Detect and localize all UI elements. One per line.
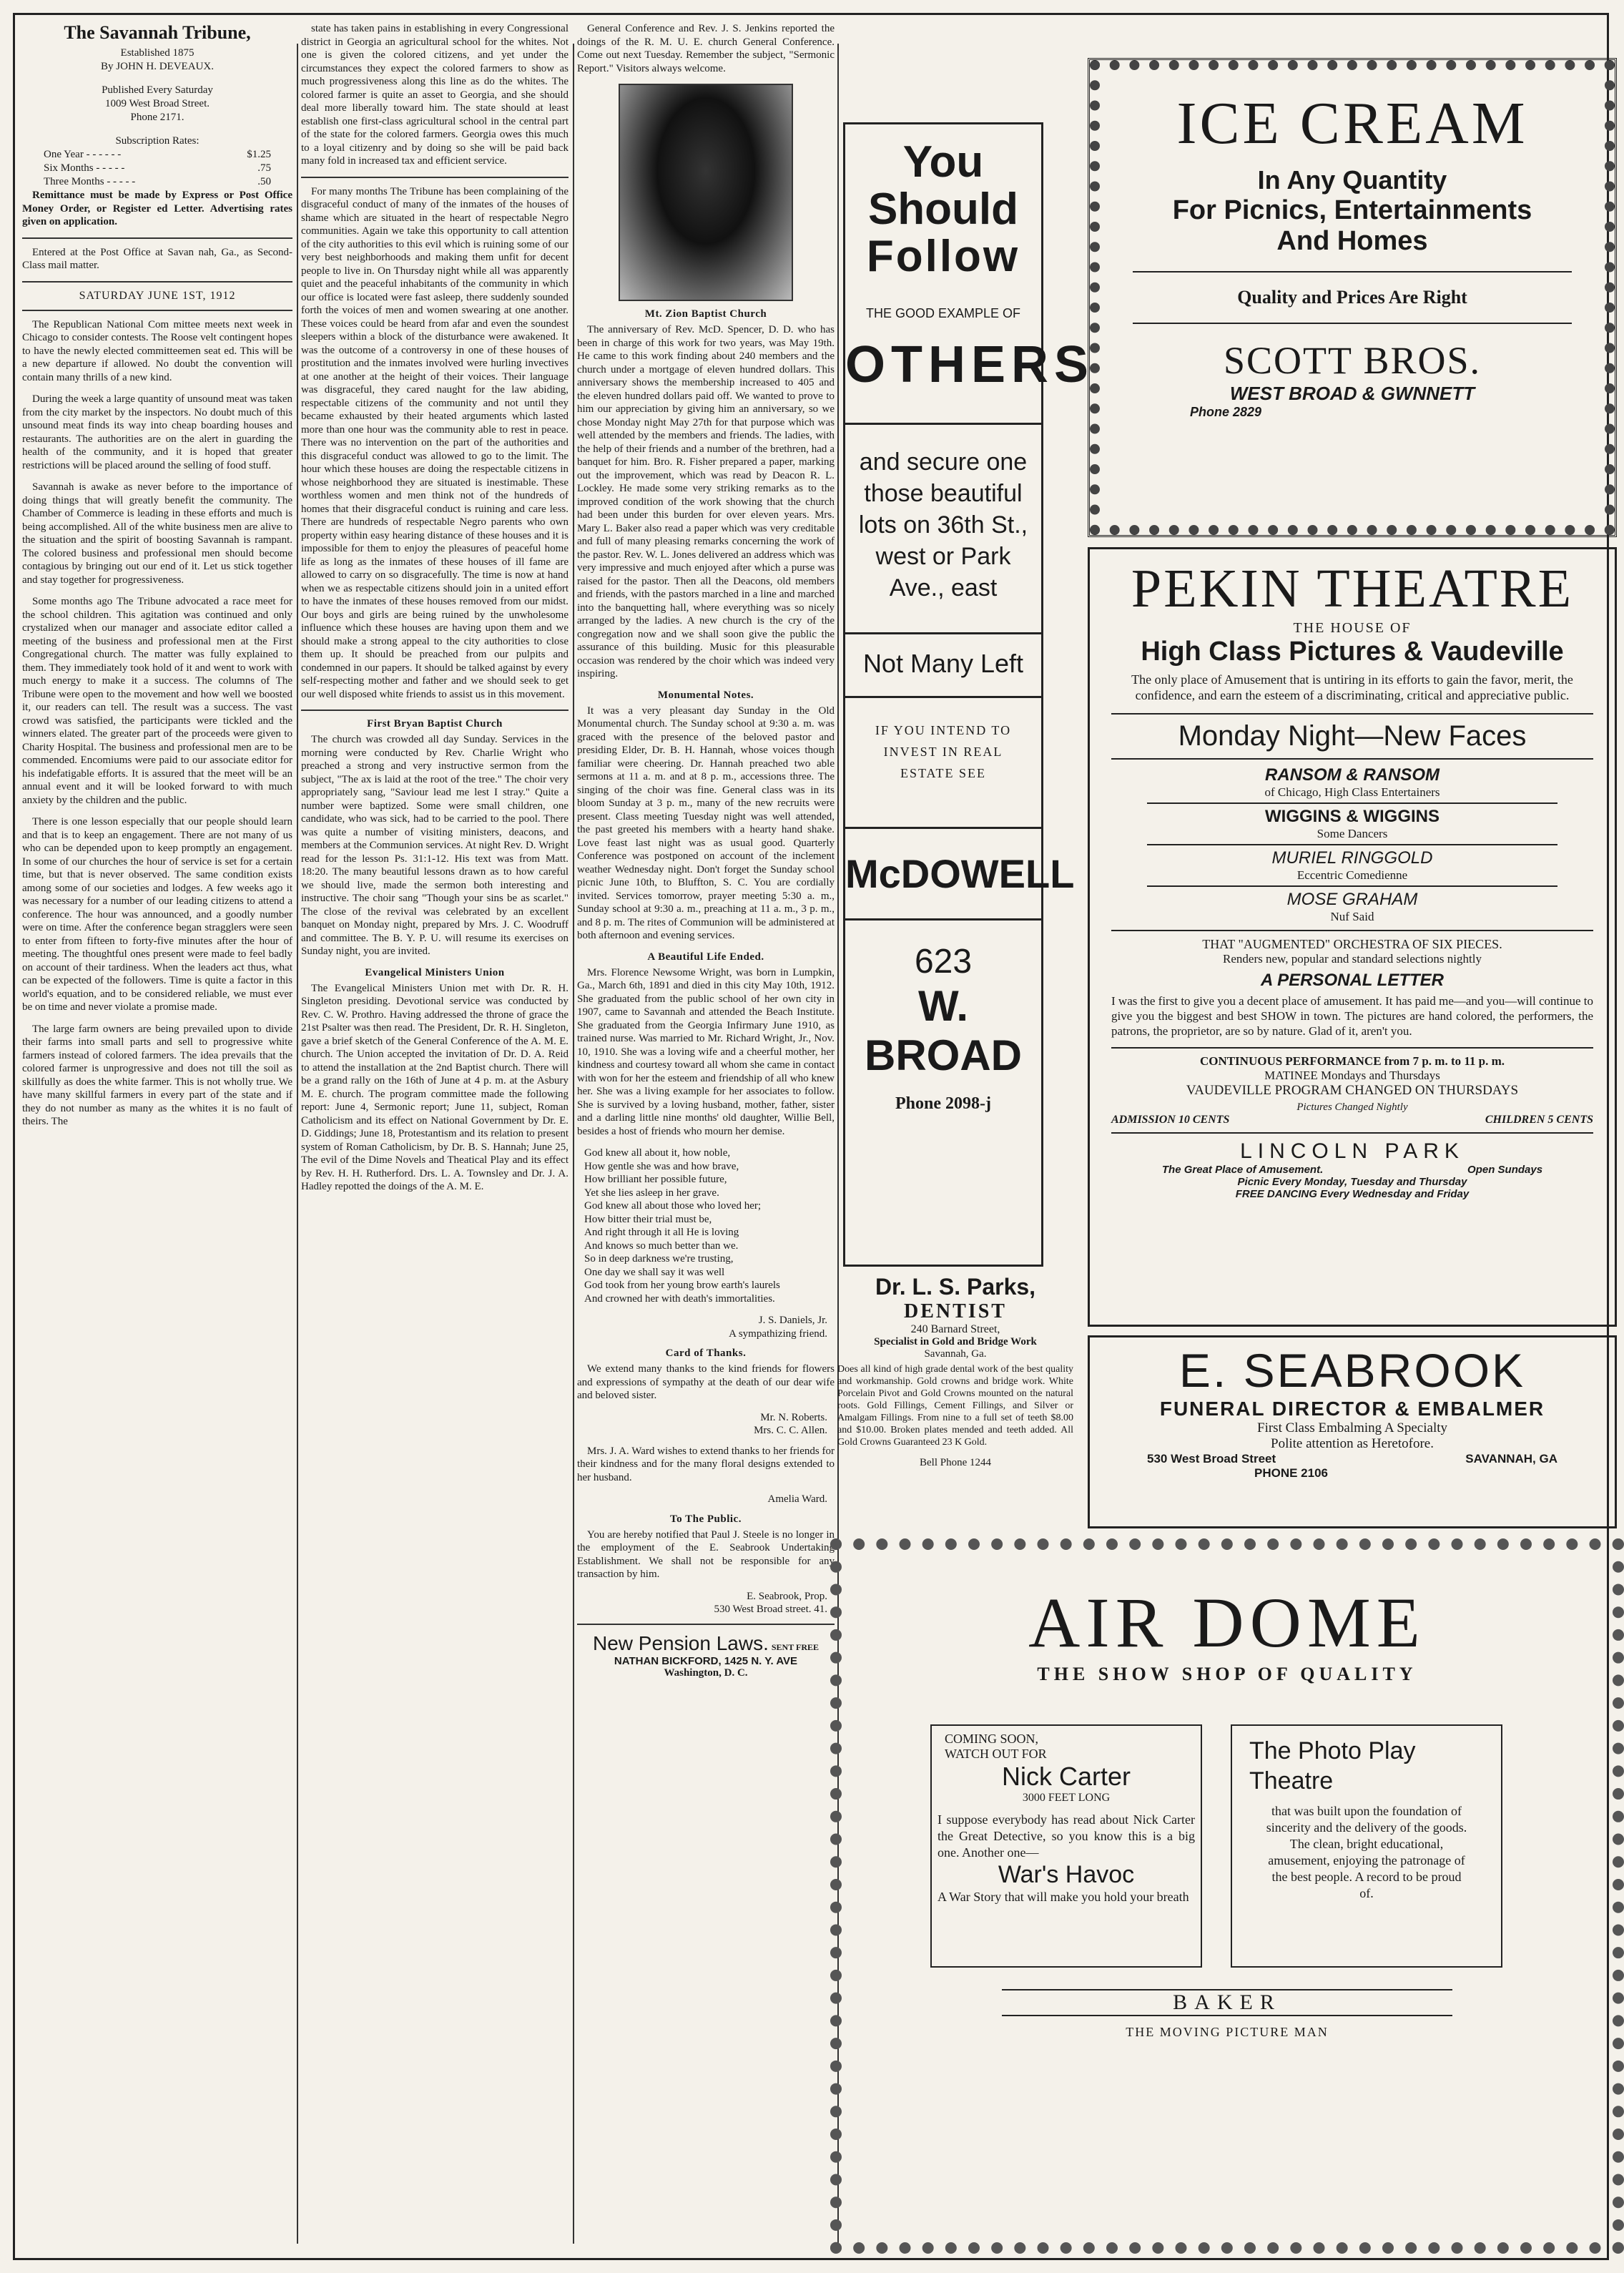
divider xyxy=(301,710,569,711)
article-heading: A Beautiful Life Ended. xyxy=(647,951,764,963)
nick-desc: I suppose everybody has read about Nick Carter the Great Detective, so you know this is a big one. Another one— xyxy=(938,1812,1195,1860)
vaudeville: VAUDEVILLE PROGRAM CHANGED ON THURSDAYS xyxy=(1186,1083,1519,1098)
act-name: MOSE GRAHAM xyxy=(1286,890,1418,909)
ad-headline: OTHERS xyxy=(845,336,1095,393)
pension-city: Washington, D. C. xyxy=(664,1666,748,1679)
seabrook-city: SAVANNAH, GA xyxy=(1465,1452,1557,1466)
orchestra: THAT "AUGMENTED" ORCHESTRA OF SIX PIECES. xyxy=(1202,937,1502,951)
real-estate-ad xyxy=(843,122,1095,1267)
theatre-title: PEKIN THEATRE xyxy=(1131,559,1574,619)
air-dome-ad xyxy=(830,1538,1624,2254)
air-sub: THE SHOW SHOP OF QUALITY xyxy=(1037,1664,1417,1684)
act-desc: Eccentric Comedienne xyxy=(1296,868,1408,882)
signature: Mr. N. Roberts. Mrs. C. C. Allen. xyxy=(754,1411,827,1436)
act-desc: Nuf Said xyxy=(1330,910,1374,923)
photo-desc: that was built upon the foundation of sincerity and the delivery of the goods. The clean, bright educational, amusement, enjoying the patronage of the best people. A record to be proud of. xyxy=(1266,1804,1467,1900)
pictures-changed: Pictures Changed Nightly xyxy=(1296,1101,1408,1113)
ice-line: Quality and Prices Are Right xyxy=(1237,287,1467,308)
dentist-address: 240 Barnard Street, xyxy=(910,1323,1000,1335)
article-body: General Conference and Rev. J. S. Jenkins reported the doings of the R. M. U. E. church General Conference. Come out next Tuesday. Remember the subject, "Sermonic Report." Visitors always welcome. xyxy=(577,23,835,74)
editorial-paragraph: state has taken pains in establishing in every Congressional district in Georgia an agricultural school for the whites. Not one is given the colored citizens, and yet under the circumstances they expect the colored farmers to show as much progressiveness along this line as do the whites. The colored farmer is quite an asset to Georgia, and she should deal more liberally toward him. The state should at least establish one first-class agricultural school in the central part of the state for the colored farmers. Georgia owes this much to a loyal citizenry and by doing so she will be paid back many fold in increased tax and efficient service. xyxy=(301,23,569,167)
photo-play-box xyxy=(1231,1724,1502,1968)
ad-headline: You xyxy=(902,137,984,187)
address: 1009 West Broad Street. xyxy=(105,98,210,109)
ice-line: In Any Quantity xyxy=(1257,165,1447,195)
issue-date: SATURDAY JUNE 1ST, 1912 xyxy=(79,289,236,302)
editorial-paragraph: The Republican National Com mittee meets next week in Chicago to consider contests. The Roose velt contingent hopes to have the newly elected committeemen seat ed. This will be a new departure if allowed. No doubt the convention will contain many thrills of a new kind. xyxy=(22,318,292,383)
ad-headline: Follow xyxy=(866,232,1020,281)
matinee: MATINEE Mondays and Thursdays xyxy=(1264,1069,1440,1082)
orchestra-sub: Renders new, popular and standard selections nightly xyxy=(1223,952,1482,966)
letter-body: I was the first to give you a decent place of amusement. It has paid me—and you—will continue to give you the biggest and best SHOW in town. The pictures are hand colored, the performers, the patrons, the proprietor, are so by nature. Glad of it, aren't you. xyxy=(1111,994,1593,1038)
ad-headline: 623 xyxy=(914,943,973,981)
act-name: MURIEL RINGGOLD xyxy=(1271,848,1433,868)
article-heading: Mt. Zion Baptist Church xyxy=(644,308,767,320)
ice-phone: Phone 2829 xyxy=(1190,405,1262,419)
column-rule xyxy=(573,44,574,2244)
wars-havoc: War's Havoc xyxy=(998,1861,1135,1888)
act-name: RANSOM & RANSOM xyxy=(1265,765,1440,785)
feet-long: 3000 FEET LONG xyxy=(1022,1792,1111,1804)
article-body: The Evangelical Ministers Union met with Dr. R. H. Singleton presiding. Devotional service was conducted by Rev. C. W. Prothro. Having addressed the throne of grace the 21st Psalter was then read. The President, Dr. R. H. Singleton, gave a brief sketch of the General Conference of the A. M. E. church. The Union accepted the invitation of Dr. D. A. Reid to attend the installation at the 2nd Baptist church. There will be a grand rally on the 16th of June at 4 p. m. at the Asbury M. E. church. The program committee made the following report: June 4, Sermonic report; June 11, subject, Roman Catholicism and its effect on National Government by Dr. E. D. Giddings; June 18, Protestantism and its relation to present system of Roman Catholicism, by Dr. B. S. Hannah; June 25, The evil of the Dime Novels and Theatical Play and its effect by Rev. H. H. Rutherford. Drs. L. A. Townsley and Dr. J. A. Hadley repotted the doings of the A. M. E. xyxy=(301,982,569,1192)
poem: God knew all about it, how noble, How gentle she was and how brave, How brilliant her possible future, Yet she lies asleep in her grave. God knew all about those who loved her; How bitter their trial must be, And right through it all He is loving And knows so much better than we. So in deep darkness we're trusting, One day we shall say it was well God took from her young brow earth's laurels And crowned her with death's immortalities. xyxy=(584,1147,780,1305)
ad-text: THE GOOD EXAMPLE OF xyxy=(865,306,1021,320)
baker-sub: THE MOVING PICTURE MAN xyxy=(1126,2025,1329,2039)
rate-label: One Year - - - - - - xyxy=(44,149,122,160)
divider xyxy=(577,1624,835,1625)
photo-title: The Photo Play Theatre xyxy=(1249,1737,1416,1795)
article-body: We extend many thanks to the kind friends for flowers and expressions of sympathy at the death of our dear wife and beloved sister. xyxy=(577,1363,835,1401)
editorial-paragraph: Savannah is awake as never before to the importance of doing things that will greatly benefit the community. The Chamber of Commerce is leading in these efforts and much is being accomplished. All of the white business men are alive to the situation and the spirit of boosting Savannah is rampant. The colored business and professional men should become contagious by bringing out our end of it. Let us stick together and stay together for progressiveness. xyxy=(22,481,292,586)
divider xyxy=(22,310,292,311)
signature: J. S. Daniels, Jr. A sympathizing friend. xyxy=(729,1315,827,1340)
published: Published Every Saturday xyxy=(102,84,213,96)
article-body: It was a very pleasant day Sunday in the Old Monumental church. The Sunday school at 9:30 a. m. was graced with the presence of the beloved pastor and presiding Elder, Dr. B. H. Hannah, whose voices though familiar were cheering. Dr. Hannah preached two able sermons at 11 a. m. and at 8 p. m., accessions three. The singing of the choir was fine. General class was in its bloom Sunday at 3 p. m., many of the new recruits were present. Class meeting Tuesday night was well attended, the past greeted his members with a hearty hand shake. Love feast last night was as usual good. Quarterly Conference was postponed on account of the inclement weather Wednesday night. Don't forget the Sunday school picnic June 10th, to Bluffton, S. C. You are cordially invited. Services tomorrow, prayer meeting 5:30 a. m., Sunday school at 9:30 a. m., preaching at 11 a. m., 3 p. m., and 8 p. m. The rites of Communion will be administered at both afternoon and evening services. xyxy=(577,705,835,941)
rate-label: Three Months - - - - - xyxy=(44,176,136,187)
dentist-phone: Bell Phone 1244 xyxy=(920,1457,991,1468)
article-body: The church was crowded all day Sunday. Services in the morning were conducted by Rev. Charlie Wright who preached a strong and very instructive sermon from the subject, "The ax is laid at the root of the tree." The choir very appropriately sang, "Saviour lead me lest I stray." Quite a number were baptized. Some were small children, one candidate, who was sick, had to be carried to the pool. There was quite a number of visiting ministers, deacons, and members at the Communion services. At night Rev. D. Wright read for the lesson Ps. 31:1-12. His text was from Matt. 18:20. The many beautiful lessons drawn as to how careful we should live, made the sermon both interesting and instructive. The choir sang "Though your sins be as scarlet." The close of the revival was celebrated by an excellent banquet on Monday night, prepared by Mrs. J. C. Woodruff and committee. The B. Y. P. U. will resume its exercises on Sunday night, you are invited. xyxy=(301,734,569,957)
lincoln-row xyxy=(1090,1164,1615,1176)
article-heading: Evangelical Ministers Union xyxy=(365,966,505,978)
seabrook-address: 530 West Broad Street xyxy=(1147,1452,1276,1466)
ice-company: SCOTT BROS. xyxy=(1223,339,1482,382)
pension-title: New Pension Laws. xyxy=(592,1631,769,1654)
baker-title: BAKER xyxy=(1002,1989,1452,2016)
letter-title: A PERSONAL LETTER xyxy=(1260,971,1445,990)
rate-price: .75 xyxy=(257,162,271,174)
masthead-title: The Savannah Tribune, xyxy=(64,22,251,43)
dentist-city: Savannah, Ga. xyxy=(924,1348,987,1360)
article-body: The anniversary of Rev. McD. Spencer, D. D. who has been in charge of this work for two years, was May 19th. He came to this work finding about 240 members and the church under a mortgage of eleven hundred dollars. This anniversary shows the membership increased to 405 and the eleven hundred dollars paid off. We wanted to prove to him our appreciation by giving him an anniversary, so we chose Monday night May 27th for that purpose which was well attended by the members and friends. The ladies, with the help of their friends and a number of the brethren, had a banquet for him. Bro. R. Fisher prepared a paper, marking out the improvement, which was read by Deacon R. L. Lockley. He made some very striking remarks as to the improved condition of the work showing that the church had been under this burden for over eleven years. Mrs. Mary L. Baker also read a paper which was very creditable and full of many pleasing remarks concerning the work of the pastor. Rev. W. L. Jones delivered an address which was very impressive and much enjoyed after which a purse was raised for the pastor. Then all the Deacons, old members and friends, with the pastors marched in a line and marched into the banquetting hall, where everything was so nicely arranged by the ladies. A new church is the cry of the congregation now and we shall soon give the public the assurance of this building. Music for this pleasurable occasion was rendered by the choir which was indeed very inspiring. xyxy=(577,324,835,679)
entered-notice: Entered at the Post Office at Savan nah, Ga., as Second-Class mail matter. xyxy=(22,246,292,271)
article-body: You are hereby notified that Paul J. Steele is no longer in the employment of the E. Seabrook Undertaking Establishment. We shall not be responsible for any transaction by him. xyxy=(577,1528,835,1580)
coming-soon: COMING SOON, xyxy=(945,1732,1039,1746)
column-2 xyxy=(301,22,569,2244)
portrait-photo xyxy=(619,84,793,301)
lincoln-text: The Great Place of Amusement. xyxy=(1161,1164,1324,1176)
editorial-paragraph: The large farm owners are being prevailed upon to divide their farms into small parts and sell to progressive white farmers instead of colored farmers. The idea prevails that the colored farmer is unprogressive and does not till the soil as skillfully as does the white farmer. This is not wholly true. We have many skillful farmers in every part of the state and if they do not number as many as the whites it is no fault of theirs. The xyxy=(22,1023,292,1127)
ad-headline: Not Many Left xyxy=(862,649,1024,678)
divider xyxy=(301,177,569,178)
admission-children: CHILDREN 5 CENTS xyxy=(1485,1114,1593,1126)
signature: Amelia Ward. xyxy=(767,1493,827,1505)
remittance: Remittance must be made by Express or Post Office Money Order, or Register ed Letter. Advertising rates given on application. xyxy=(22,190,292,227)
ad-text: IF YOU INTEND TO INVEST IN REAL ESTATE SEE xyxy=(875,723,1012,780)
newspaper-page xyxy=(13,13,1609,2260)
rate-price: $1.25 xyxy=(247,149,271,160)
column-rule xyxy=(297,44,298,2244)
rates-title: Subscription Rates: xyxy=(115,135,200,147)
divider xyxy=(22,237,292,239)
seabrook-name: E. SEABROOK xyxy=(1178,1344,1526,1397)
rate-price: .50 xyxy=(257,176,271,187)
ad-text: and secure one those beautiful lots on 36th St., west or Park Ave., east xyxy=(858,448,1028,602)
pekin-theatre-ad xyxy=(1088,547,1617,1327)
ice-address: WEST BROAD & GWNNETT xyxy=(1229,383,1475,404)
ad-headline: McDOWELL xyxy=(845,851,1075,896)
established: Established 1875 xyxy=(120,47,195,59)
signature: E. Seabrook, Prop. 530 West Broad street. 41. xyxy=(714,1590,827,1615)
seabrook-phone: PHONE 2106 xyxy=(1254,1466,1328,1480)
ad-text: Phone 2098-j xyxy=(895,1094,991,1113)
nick-carter-box xyxy=(930,1724,1202,1968)
pension-sent: SENT FREE xyxy=(771,1641,820,1652)
act-name: WIGGINS & WIGGINS xyxy=(1265,807,1440,826)
air-title: AIR DOME xyxy=(1028,1583,1426,1662)
act-desc: Some Dancers xyxy=(1317,827,1388,840)
theatre-sub: THE HOUSE OF xyxy=(1293,620,1412,636)
dentist-body: Does all kind of high grade dental work of the best quality and workmanship. Gold crowns and bridge work. White Porcelain Pivot and Gold Crowns mounted on the natural roots. Gold Fillings, Cement Fillings, and Silver or Amalgam Fillings. From nine to a full set of teeth $8.00 and $10.00. Broken plates mended and teeth added. All Gold Crowns Guaranteed 23 K Gold. xyxy=(837,1364,1073,1448)
rate-row xyxy=(22,162,292,175)
editorial-paragraph: Some months ago The Tribune advocated a race meet for the school children. This agitation was continued and only crystalized when our manager and associate editor called a meeting of the business and professional men at the First Congregational church. The matter was fully explained to them. They immediately took hold of it and went to work with much energy to make it a success. The columns of The Tribune were open to the movement and how well we boosted it, our readers can tell. The result was a success. The vast crowd was satisfied, the participants were tickled and the winners elated. The greater part of the proceeds were given to Charity Hospital. The business and professional men are to be commended. Encomiums were paid to our associate editor for his indefatigable efforts. It is assured that the meet will be an annual event and it will be looked forward to with much anxiety by the children and the public. xyxy=(22,596,292,806)
theatre-desc: The only place of Amusement that is untiring in its efforts to gain the favor, merit, the confidence, and earn the esteem of a discriminating, critical and appreciative public. xyxy=(1131,672,1573,702)
article-body: Mrs. J. A. Ward wishes to extend thanks to her friends for their kindness and for the many floral designs extended to her husband. xyxy=(577,1445,835,1483)
ad-headline: W. BROAD xyxy=(865,982,1022,1079)
lincoln-title: LINCOLN PARK xyxy=(1240,1139,1465,1163)
phone: Phone 2171. xyxy=(130,112,184,123)
admission-adult: ADMISSION 10 CENTS xyxy=(1111,1114,1230,1126)
rate-row xyxy=(22,148,292,162)
editorial-paragraph: During the week a large quantity of unsound meat was taken from the city market by the inspectors. No doubt much of this unsound meat finds its way into cheap boarding houses and restaurants. The authorities are on the alert in guarding the health of the community, and it is hoped that greater restrictions will be placed around the selling of food stuff. xyxy=(22,393,292,471)
lincoln-text: Picnic Every Monday, Tuesday and Thursday xyxy=(1237,1176,1467,1188)
havoc-desc: A War Story that will make you hold your breath xyxy=(938,1890,1189,1904)
article-heading: To The Public. xyxy=(670,1513,742,1525)
article-heading: Card of Thanks. xyxy=(665,1347,747,1359)
ice-cream-ad xyxy=(1088,58,1617,537)
article-body: Mrs. Florence Newsome Wright, was born in Lumpkin, Ga., March 6th, 1891 and died in this city May 10th, 1912. She graduated from the public school of her own city in 1907, came to Savannah and attended the Beach Institute. She graduated from the Georgia Infirmary June 1910, as trained nurse. Was married to Mr. Richard Wright, Jr., Nov. 10, 1910. She was a loving wife and a cheerful mother, her kindness and courtesy toward all whom she came in contact with won for her the esteem and friendship of all who knew her. She was a living example for her associates to follow. She is survived by a loving husband, mother, father, sister and a darling little nine months' old daughter, Willie Bell, besides a host of friends who mourn her demise. xyxy=(577,966,835,1137)
ice-line: And Homes xyxy=(1276,226,1428,256)
theatre-sub: High Class Pictures & Vaudeville xyxy=(1141,637,1564,667)
nick-carter: Nick Carter xyxy=(1001,1762,1131,1791)
article-heading: Monumental Notes. xyxy=(657,689,754,701)
column-3 xyxy=(577,22,835,2244)
editorial-paragraph: There is one lesson especially that our people should learn and that is to keep an engagement. There are not many of us who can be depended upon to keep promptly an engagement. In some of our churches the hour of service is set for a certain time, but that is never observed. The same condition exists among some of our societies and lodges. A few weeks ago it was necessary for a number of our leading citizens to attend a conference. The hour was announced, and a goodly number were on time. After the conference began stragglers were seen to enter from fifteen to forty-five minutes after the hour of meeting. The thoughtful ones present were made to feel badly on account of their tardiness. When the leaders act thus, what can be expected of the followers. Time is quite a factor in this world's equation, and to be considered reliable, we must ever be on time and never violate a promise made. xyxy=(22,816,292,1013)
lincoln-text: Open Sundays xyxy=(1467,1164,1543,1176)
pension-address: NATHAN BICKFORD, 1425 N. Y. AVE xyxy=(614,1654,798,1667)
dentist-ad xyxy=(837,1274,1073,1531)
dentist-specialty: Specialist in Gold and Bridge Work xyxy=(874,1336,1037,1347)
editor: By JOHN H. DEVEAUX. xyxy=(101,61,214,72)
dentist-title: DENTIST xyxy=(904,1300,1007,1322)
seabrook-row xyxy=(1090,1452,1615,1466)
admission-row xyxy=(1090,1114,1615,1126)
divider xyxy=(22,281,292,283)
lincoln-text: FREE DANCING Every Wednesday and Friday xyxy=(1235,1188,1470,1200)
watch-out: WATCH OUT FOR xyxy=(945,1747,1047,1761)
article-heading: First Bryan Baptist Church xyxy=(367,718,503,730)
ice-title: ICE CREAM xyxy=(1176,90,1528,157)
seabrook-line: First Class Embalming A Specialty xyxy=(1257,1420,1447,1435)
pension-ad xyxy=(577,1632,835,1679)
monday-heading: Monday Night—New Faces xyxy=(1178,720,1527,752)
seabrook-ad xyxy=(1088,1335,1617,1528)
rate-label: Six Months - - - - - xyxy=(44,162,125,174)
ad-headline: Should xyxy=(867,185,1019,234)
dentist-name: Dr. L. S. Parks, xyxy=(875,1274,1036,1300)
seabrook-title: FUNERAL DIRECTOR & EMBALMER xyxy=(1159,1398,1545,1420)
act-desc: of Chicago, High Class Entertainers xyxy=(1264,785,1440,799)
performance-time: CONTINUOUS PERFORMANCE from 7 p. m. to 11 p. m. xyxy=(1199,1054,1505,1068)
ice-line: For Picnics, Entertainments xyxy=(1172,195,1532,225)
seabrook-line: Polite attention as Heretofore. xyxy=(1271,1436,1434,1451)
editorial-paragraph: For many months The Tribune has been complaining of the disgraceful conduct of many of the inmates of the houses of shame which are situated in the heart of respectable Negro communities. Again we take this opportunity to call attention of the city authorities to this evil which is ruining some of our very best neighborhoods and making them unfit for decent people to live in. On Thursday night while all was apparently quiet and the peaceful inhabitants of the community in which our office is located were fast asleep, there suddenly sounded forth the voices of men and women swearing at one another. These voices could be heard from afar and even the soundest sleepers within a block of the disturbance were awakened. It was the outcome of a controversy in one of these houses of prostitution and the inmates involved were hurling invectives at one another at the height of their voices. Their language was disgraceful, they cared naught for the law abiding, respectable citizens of the community and not until they became exhausted by their heated arguments which lasted more than one hour was the community able to rest in peace. There was no intervention on the part of the authorities and this disgraceful conduct was allowed to go to the limit. The hour which these houses are doing the respectable citizens in whose neighborhood they are situated is inestimable. These worthless women and men think not of the hundreds of homes that their disgraceful conduct is ruining and care less. There are hundreds of respectable Negro parents who own property within easy hearing distance of these houses and it is impossible for them to enjoy the pleasures of peaceful home life as long as the inmates of these houses of ill fame are allowed to carry on so disgracefully. The time is now at hand when we as respectable citizens should join in a united effort to have the inmates of these houses removed from our midst. Our boys and girls are being ruined by the unwholesome influence which these houses are having upon them and we should make a strong appeal to the city authorities to close them up. It should be preached from our pulpits and condemned in our papers. It should be talked against by every self-respecting mother and father and we should seek to get our well disposed white friends to assist us in this movement. xyxy=(301,185,569,700)
rate-row xyxy=(22,175,292,189)
column-1 xyxy=(22,22,292,2244)
